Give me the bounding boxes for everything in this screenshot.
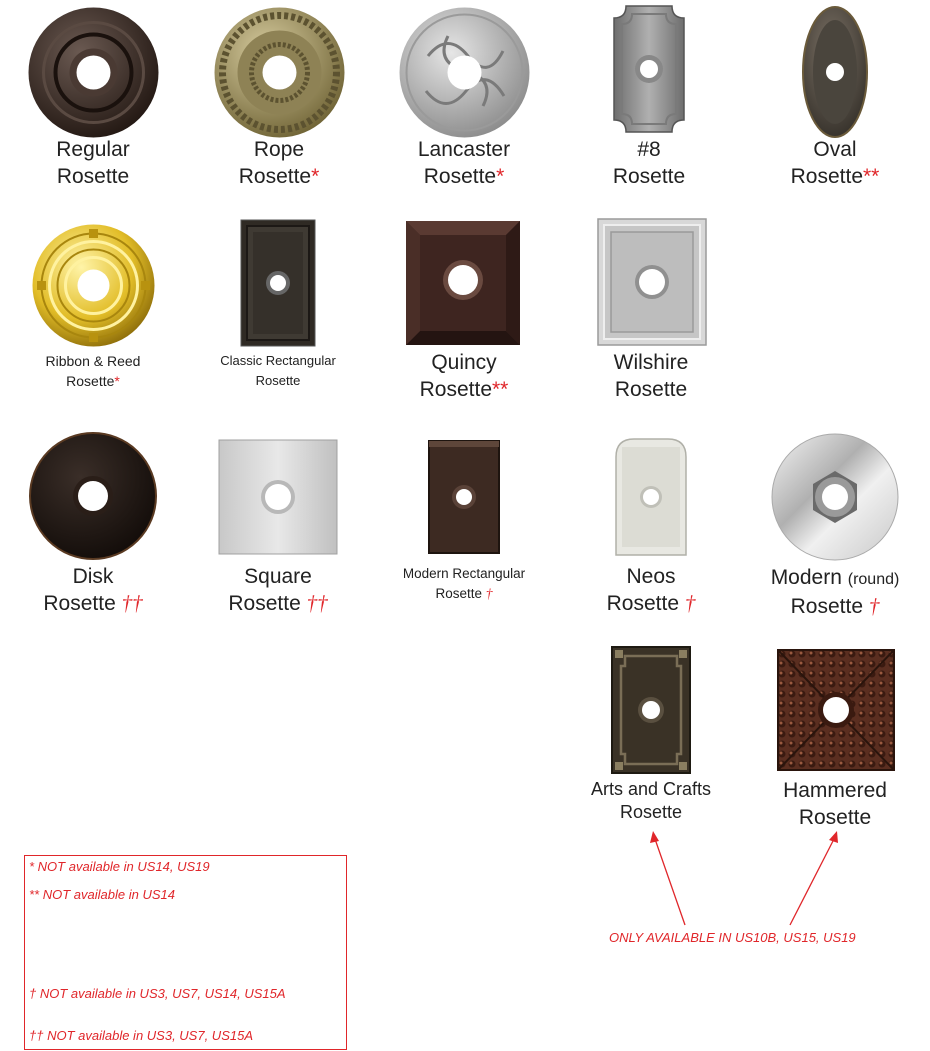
legend-single-asterisk: * NOT available in US14, US19 [29,859,210,874]
neos-rosette-caption: Neos Rosette † [606,565,696,615]
oval-rosette-image [802,6,868,138]
modern-rectangular-rosette-caption: Modern Rectangular Rosette † [402,566,526,601]
neos-rosette-image [614,437,688,557]
modern-round-rosette-image [771,433,899,561]
rope-rosette-caption: Rope Rosette* [238,138,320,188]
legend-single-dagger: † NOT available in US3, US7, US14, US15A [29,986,286,1001]
square-rosette-image [218,439,338,555]
availability-arrows [640,825,850,930]
regular-rosette-image [27,6,160,139]
hammered-rosette-image [777,649,895,771]
modern-round-rosette-caption: Modern (round) Rosette † [770,566,900,618]
oval-rosette-caption: Oval Rosette** [790,138,880,188]
hammered-rosette-caption: Hammered Rosette [783,779,887,829]
quincy-rosette-caption: Quincy Rosette** [419,351,509,401]
disk-rosette-image [29,432,157,560]
legend-double-dagger: †† NOT available in US3, US7, US15A [29,1028,253,1043]
wilshire-rosette-image [597,218,707,346]
wilshire-rosette-caption: Wilshire Rosette [613,351,689,401]
classic-rectangular-rosette-caption: Classic Rectangular Rosette [220,353,336,388]
arts-and-crafts-rosette-caption: Arts and Crafts Rosette [590,779,712,822]
number-8-rosette-image [612,4,686,134]
lancaster-rosette-caption: Lancaster Rosette* [417,138,511,188]
classic-rectangular-rosette-image [240,219,316,347]
ribbon-reed-rosette-image [31,223,156,348]
regular-rosette-caption: Regular Rosette [56,138,130,188]
legend-double-asterisk: ** NOT available in US14 [29,887,175,902]
availability-note: ONLY AVAILABLE IN US10B, US15, US19 [609,930,856,945]
availability-legend [24,855,347,1050]
arts-and-crafts-rosette-image [611,646,691,774]
disk-rosette-caption: Disk Rosette †† [43,565,143,615]
square-rosette-caption: Square Rosette †† [228,565,328,615]
ribbon-reed-rosette-caption: Ribbon & Reed Rosette* [45,353,141,389]
rope-rosette-image [213,6,346,139]
lancaster-rosette-image [398,6,531,139]
quincy-rosette-image [405,220,521,346]
number-8-rosette-caption: #8 Rosette [612,138,686,188]
modern-rectangular-rosette-image [428,440,500,554]
